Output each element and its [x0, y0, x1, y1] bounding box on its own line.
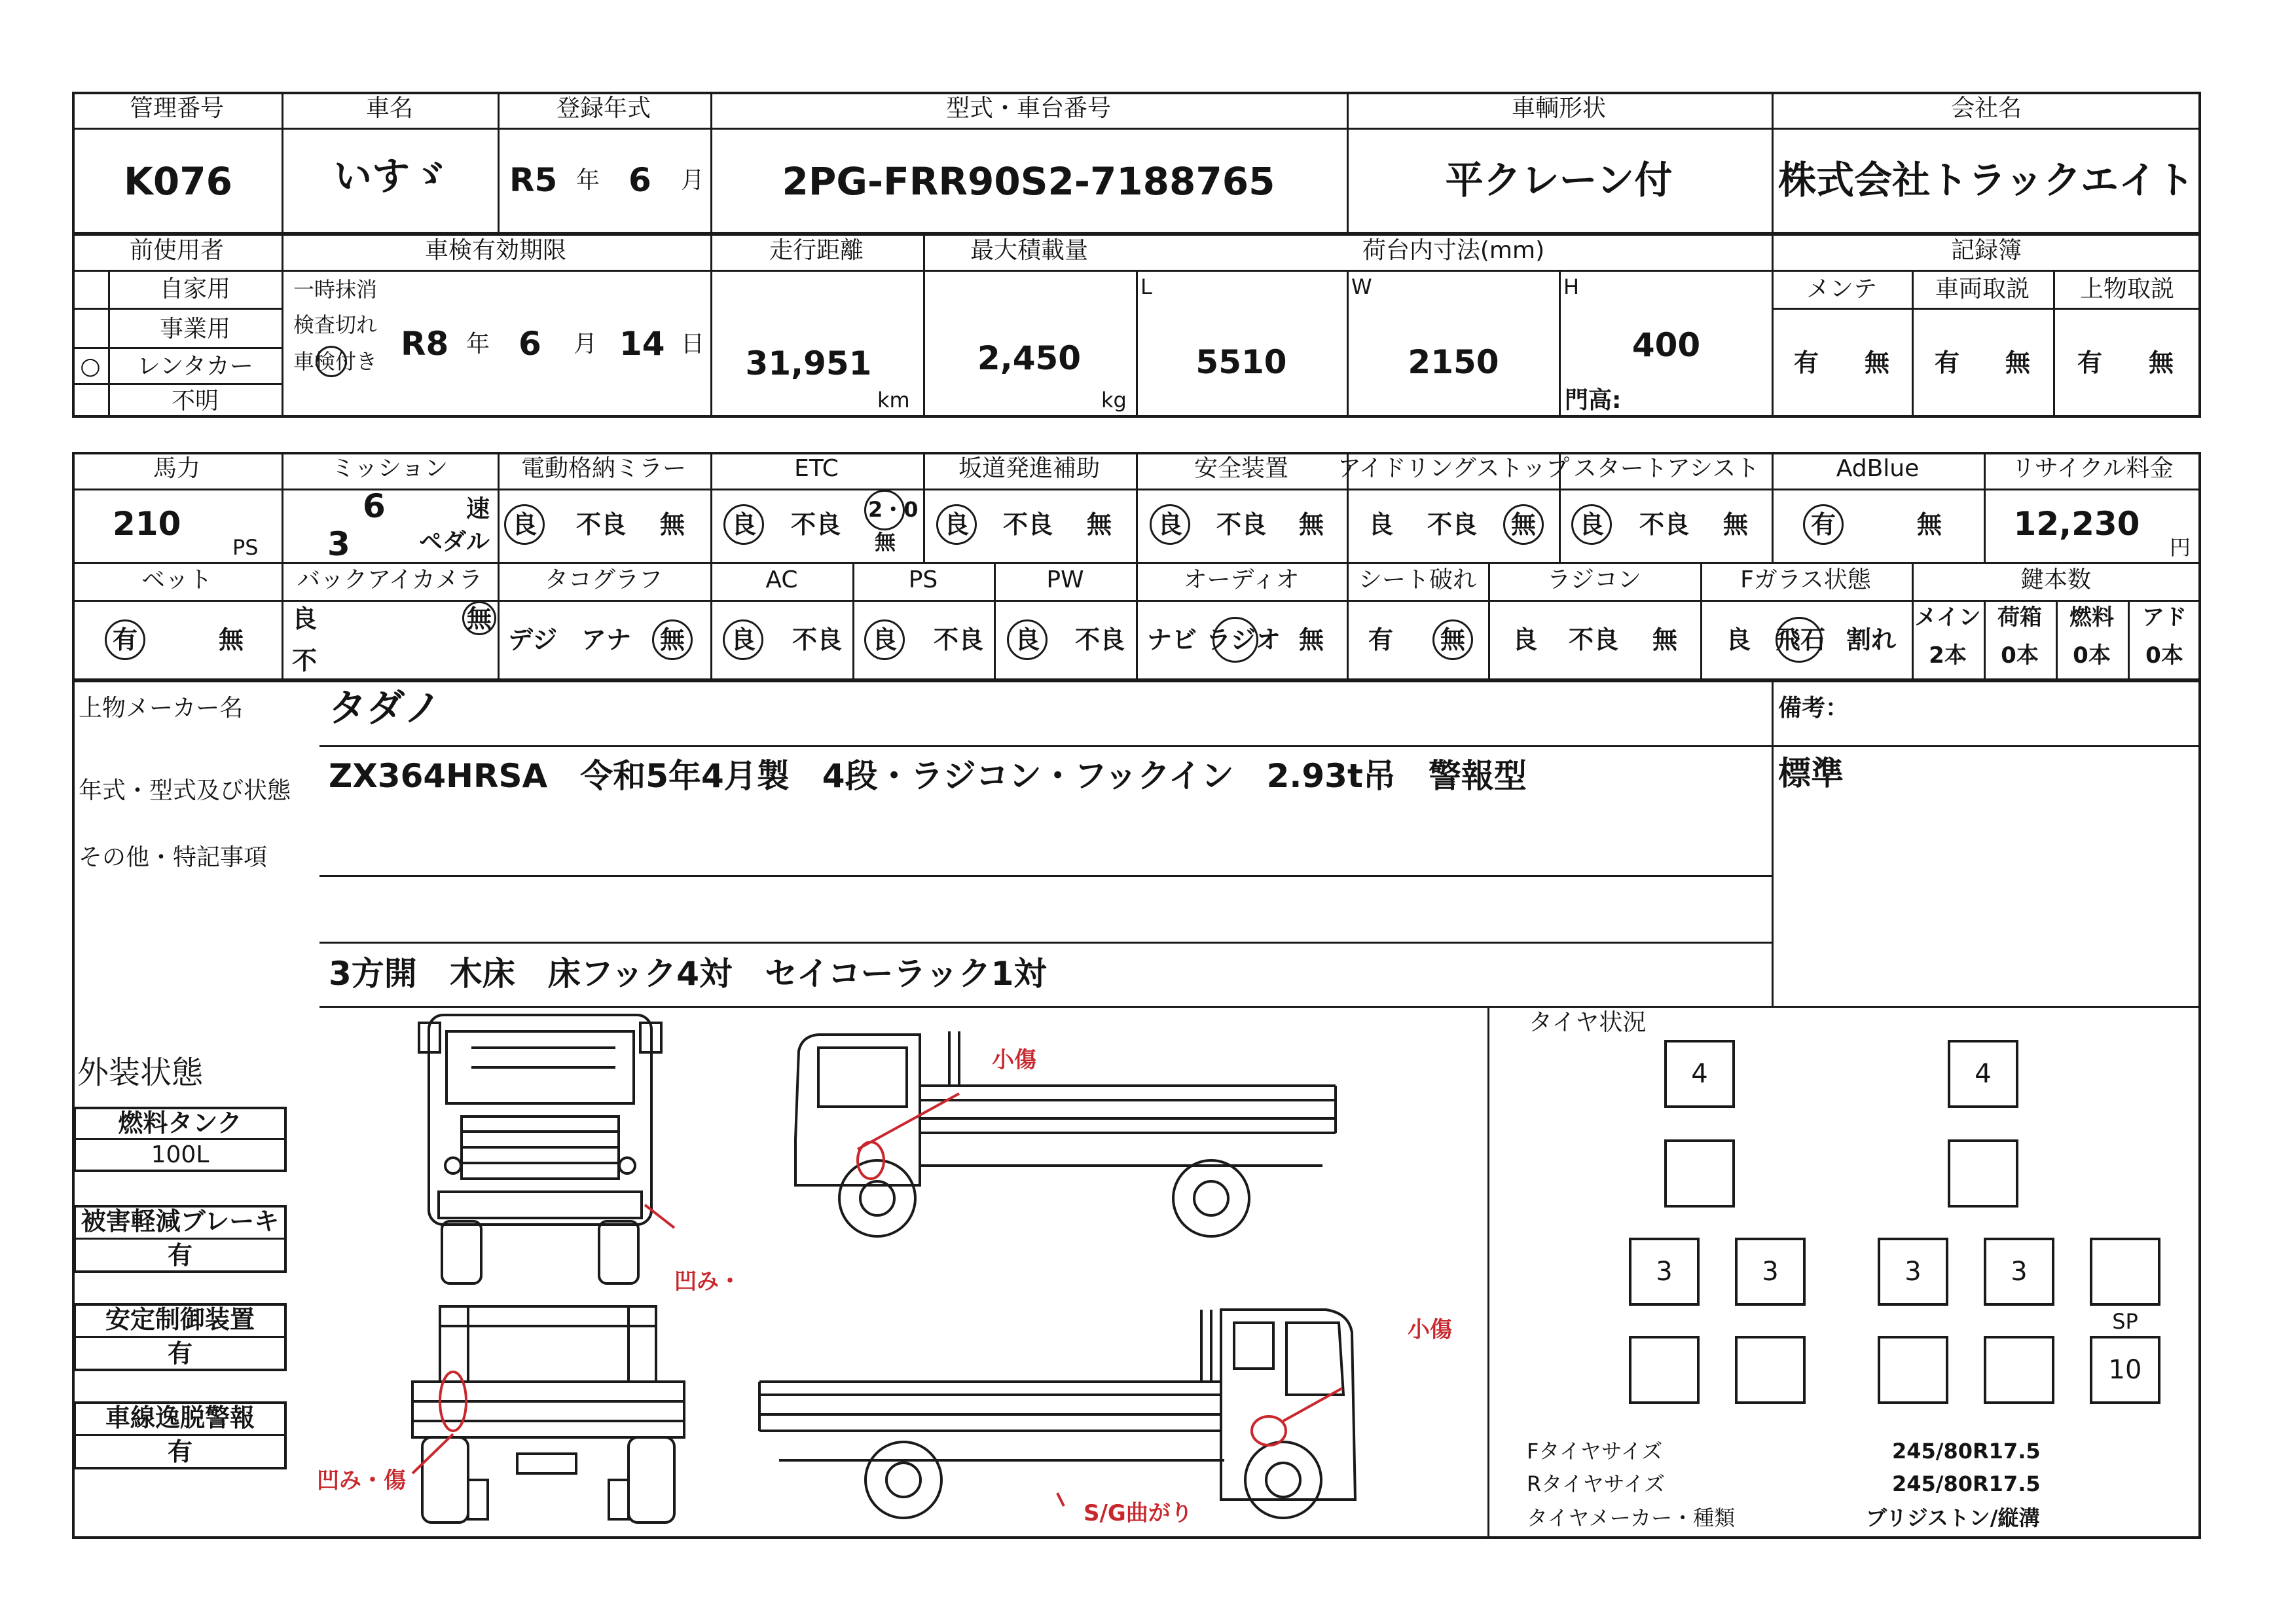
truck-rear-view: [412, 1306, 684, 1522]
shaken-tsuki-circle: [316, 346, 347, 377]
etc-furyo: 不良: [791, 510, 841, 539]
label-radicon: ラジコン: [1546, 566, 1642, 593]
damage-marker-side-left: [1252, 1416, 1286, 1445]
ps-furyo: 不良: [934, 625, 984, 654]
tire-rear-right-inner: 3: [1878, 1238, 1948, 1306]
label-shaken: 車検有効期限: [424, 237, 567, 264]
glass-ryo: 良: [1726, 625, 1751, 654]
bed-mu: 無: [219, 625, 244, 654]
label-mae: 前使用者: [129, 237, 225, 264]
etc-version: 2・0: [868, 497, 919, 522]
adblue-mu: 無: [1917, 510, 1942, 539]
adblue-yu: 有: [1811, 510, 1836, 539]
truck-side-view-left: [759, 1310, 1355, 1518]
gate-height-label: 門高:: [1565, 387, 1622, 414]
label-katashiki: 型式・車台番号: [945, 95, 1112, 122]
label-mileage: 走行距離: [769, 237, 864, 264]
user-business: 事業用: [159, 316, 231, 342]
key-fuel-count: 0本: [2073, 642, 2111, 669]
hp-unit: PS: [232, 535, 259, 560]
mission-speed: 6: [363, 487, 386, 525]
kiroku-torisetsu: 車両取説: [1935, 276, 2030, 303]
lane-warning-label: 車線逸脱警報: [105, 1403, 255, 1432]
recycle-value: 12,230: [2013, 505, 2140, 543]
tire-spare: 10: [2090, 1336, 2160, 1404]
user-rental: レンタカー: [137, 353, 253, 380]
label-safety: 安全装置: [1194, 455, 1289, 482]
kanri-number: K076: [123, 159, 233, 204]
label-hp: 馬力: [153, 455, 201, 482]
label-notes: その他・特記事項: [79, 844, 268, 871]
ac-ryo: 良: [731, 625, 756, 654]
key-cargo-count: 0本: [2001, 642, 2039, 669]
tacho-analog: アナ: [581, 625, 632, 654]
chassis-number: 2PG-FRR90S2-7188765: [782, 159, 1275, 204]
label-hill-assist: 坂道発進補助: [958, 455, 1101, 482]
lane-warning-value: 有: [167, 1437, 193, 1466]
capacity-unit: kg: [1101, 388, 1127, 413]
kiroku-torisetsu-yu: 有: [1935, 348, 1960, 377]
tire-front-left: 4: [1664, 1040, 1735, 1108]
ac-furyo: 不良: [792, 625, 843, 654]
label-rear-tire-size: Rタイヤサイズ: [1527, 1471, 1666, 1496]
exterior-title: 外装状態: [77, 1054, 204, 1091]
start-furyo: 不良: [1639, 510, 1690, 539]
etc-ryo: 良: [731, 510, 757, 539]
bed-length: 5510: [1195, 343, 1287, 381]
kiroku-uwamono: 上物取説: [2079, 276, 2175, 303]
tire-spare-label: SP: [2112, 1309, 2138, 1334]
kiroku-torisetsu-mu: 無: [2005, 348, 2031, 377]
mirror-mu: 無: [660, 510, 685, 539]
reg-month: 6: [629, 161, 651, 199]
label-crane-maker: 上物メーカー名: [79, 695, 244, 722]
user-private: 自家用: [159, 276, 231, 303]
safety-furyo: 不良: [1216, 510, 1267, 539]
annotation-side-left: 小傷: [1408, 1317, 1452, 1343]
tacho-mu: 無: [660, 625, 685, 654]
mirror-furyo: 不良: [576, 510, 627, 539]
safety-mu: 無: [1299, 510, 1324, 539]
company-name: 株式会社トラックエイト: [1778, 158, 2195, 202]
mileage-value: 31,951: [745, 344, 872, 382]
label-start-assist: スタートアシスト: [1573, 455, 1760, 482]
tire-rear2-right-outer: [1984, 1336, 2054, 1404]
arrow-side-right: [858, 1094, 959, 1149]
camera-mu: 無: [467, 604, 492, 633]
tire-title: タイヤ状況: [1529, 1009, 1647, 1036]
audio-radio: ラジオ: [1206, 625, 1281, 654]
crane-maker: タダノ: [329, 686, 442, 730]
shaken-tsuki-label: 月: [574, 331, 598, 358]
tacho-digital: デジ: [508, 625, 558, 654]
fuel-tank-label: 燃料タンク: [118, 1109, 242, 1137]
tire-spare-top: [2090, 1238, 2160, 1306]
shaken-opt-tsuki: 車検付き: [293, 349, 378, 374]
bed-yu: 有: [113, 625, 138, 654]
shaken-opt-kire: 検査切れ: [293, 312, 378, 337]
label-mirror: 電動格納ミラー: [520, 455, 687, 482]
idling-ryo: 良: [1368, 510, 1394, 539]
annotation-side-right: 小傷: [992, 1047, 1036, 1073]
label-bed: ベット: [141, 566, 213, 593]
label-recycle: リサイクル料金: [2011, 455, 2174, 482]
mileage-unit: km: [877, 388, 910, 413]
truck-front-view: [419, 1015, 661, 1283]
mirror-ryo: 良: [512, 510, 538, 539]
arrow-sg: [1057, 1493, 1064, 1506]
idling-furyo: 不良: [1427, 510, 1478, 539]
camera-fu: 不: [292, 646, 318, 675]
bed-h-label: H: [1563, 274, 1580, 299]
kiroku-uwamono-mu: 無: [2149, 348, 2174, 377]
crane-model: ZX364HRSA 令和5年4月製 4段・ラジコン・フックイン 2.93t吊 警報型: [329, 757, 1527, 795]
tire-rear-left-outer: 3: [1629, 1238, 1700, 1306]
label-tire-maker: タイヤメーカー・種類: [1527, 1505, 1736, 1530]
shaken-day: 14: [619, 325, 665, 363]
tire-front-right: 4: [1948, 1040, 2018, 1108]
label-crane-model: 年式・型式及び状態: [79, 777, 291, 804]
mission-pedal: 3: [327, 525, 350, 563]
label-capacity: 最大積載量: [970, 237, 1089, 264]
user-unknown: 不明: [171, 388, 219, 415]
label-remarks: 備考：: [1778, 695, 1850, 722]
stability-label: 安定制御装置: [105, 1305, 255, 1334]
mission-pedal-unit: ペダル: [419, 528, 490, 555]
pw-ryo: 良: [1015, 625, 1040, 654]
bed-l-label: L: [1140, 274, 1152, 299]
annotation-front: 凹み・: [674, 1268, 741, 1295]
label-tacho: タコグラフ: [544, 566, 663, 593]
collision-brake-value: 有: [167, 1241, 193, 1270]
arrow-rear: [412, 1434, 453, 1473]
tire-front-right-inner: [1948, 1139, 2018, 1208]
front-tire-size: 245/80R17.5: [1892, 1439, 2041, 1464]
bed-height: 400: [1631, 326, 1701, 364]
recycle-unit: 円: [2170, 535, 2191, 560]
capacity-value: 2,450: [977, 339, 1082, 377]
label-front-tire-size: Fタイヤサイズ: [1527, 1439, 1663, 1464]
label-bed-size: 荷台内寸法(mm): [1362, 237, 1545, 264]
seat-yu: 有: [1368, 625, 1394, 654]
vehicle-maker: いすゞ: [333, 154, 448, 198]
safety-ryo: 良: [1157, 510, 1183, 539]
tire-rear-left-inner: 3: [1735, 1238, 1806, 1306]
key-main-count: 2本: [1929, 642, 1967, 669]
label-kiroku: 記録簿: [1950, 237, 2022, 264]
label-mission: ミッション: [331, 455, 448, 482]
body-shape: 平クレーン付: [1445, 158, 1673, 202]
label-seat: シート破れ: [1358, 566, 1477, 593]
label-shamei: 車名: [365, 95, 414, 122]
kiroku-mente-mu: 無: [1865, 348, 1890, 377]
bed-width: 2150: [1408, 343, 1499, 381]
key-ad-count: 0本: [2145, 642, 2183, 669]
reg-nen-label: 年: [576, 167, 600, 194]
audio-mu: 無: [1299, 625, 1324, 654]
idling-mu: 無: [1511, 510, 1537, 539]
reg-era: R5: [509, 161, 558, 199]
kiroku-mente: メンテ: [1806, 276, 1878, 303]
etc-none: 無: [875, 530, 896, 555]
label-keys: 鍵本数: [2020, 566, 2092, 593]
hp-value: 210: [113, 505, 181, 543]
key-cargo-label: 荷箱: [1997, 604, 2042, 631]
label-kaisha: 会社名: [1950, 95, 2022, 122]
label-idling: アイドリングストップ: [1337, 455, 1570, 482]
shaken-hi-label: 日: [681, 331, 705, 358]
key-main-label: メイン: [1914, 604, 1981, 631]
kiroku-uwamono-yu: 有: [2077, 348, 2103, 377]
label-pw: PW: [1046, 566, 1084, 593]
hill-mu: 無: [1087, 510, 1112, 539]
key-fuel-label: 燃料: [2069, 604, 2114, 631]
radicon-ryo: 良: [1512, 625, 1538, 654]
label-kanri: 管理番号: [129, 95, 225, 122]
tire-rear-right-outer: 3: [1984, 1238, 2054, 1306]
glass-hiseki: 飛石: [1776, 625, 1826, 654]
truck-diagram: [301, 1002, 1480, 1539]
audio-navi: ナビ: [1147, 625, 1197, 654]
tire-rear2-left-inner: [1735, 1336, 1806, 1404]
label-keijo: 車輌形状: [1511, 95, 1607, 122]
kiroku-mente-yu: 有: [1794, 348, 1819, 377]
seat-mu: 無: [1440, 625, 1466, 654]
hill-ryo: 良: [944, 510, 970, 539]
radicon-furyo: 不良: [1569, 625, 1619, 654]
truck-side-view-right: [795, 1031, 1336, 1236]
remarks: 標準: [1778, 754, 1844, 792]
camera-ryo: 良: [292, 604, 318, 633]
start-ryo: 良: [1579, 510, 1605, 539]
radicon-mu: 無: [1652, 625, 1678, 654]
tire-maker: ブリジストン/縦溝: [1866, 1505, 2040, 1530]
key-ad-label: アド: [2142, 604, 2187, 631]
mission-speed-unit: 速: [466, 496, 490, 523]
shaken-era: R8: [401, 325, 449, 363]
shaken-opt-massho: 一時抹消: [293, 277, 378, 302]
label-ac: AC: [765, 566, 798, 593]
user-rental-mark: ○: [80, 353, 101, 380]
tire-rear2-left-outer: [1629, 1336, 1700, 1404]
label-back-camera: バックアイカメラ: [297, 566, 483, 593]
stability-value: 有: [167, 1339, 193, 1368]
special-notes: 3方開 木床 床フック4対 セイコーラック1対: [329, 955, 1047, 993]
glass-wareru: 割れ: [1846, 625, 1897, 654]
shaken-nen-label: 年: [466, 331, 490, 358]
start-mu: 無: [1723, 510, 1749, 539]
label-nenshiki: 登録年式: [556, 95, 651, 122]
collision-brake-label: 被害軽減ブレーキ: [81, 1207, 280, 1236]
hill-furyo: 不良: [1003, 510, 1053, 539]
shaken-month: 6: [519, 325, 541, 363]
bed-w-label: W: [1351, 274, 1372, 299]
label-adblue: AdBlue: [1836, 455, 1920, 482]
rear-tire-size: 245/80R17.5: [1892, 1471, 2041, 1496]
label-ps: PS: [908, 566, 938, 593]
label-etc: ETC: [794, 455, 839, 482]
annotation-sg: S/G曲がり: [1084, 1500, 1193, 1526]
tire-front-left-inner: [1664, 1139, 1735, 1208]
arrow-side-left: [1283, 1388, 1342, 1421]
fuel-tank-value: 100L: [151, 1141, 210, 1168]
reg-tsuki-label: 月: [681, 167, 705, 194]
label-audio: オーディオ: [1183, 566, 1300, 593]
tire-rear2-right-inner: [1878, 1336, 1948, 1404]
pw-furyo: 不良: [1075, 625, 1125, 654]
annotation-rear: 凹み・傷: [317, 1467, 406, 1494]
ps-ryo: 良: [872, 625, 898, 654]
label-glass: Fガラス状態: [1740, 566, 1871, 593]
